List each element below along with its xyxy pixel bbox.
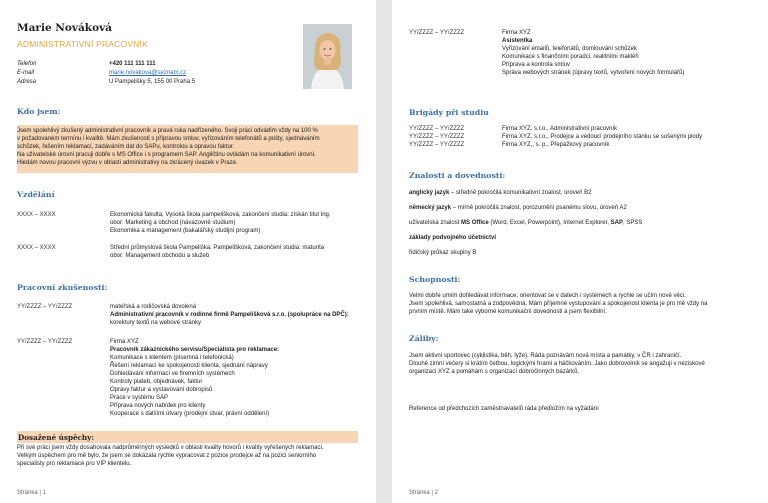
portrait-image bbox=[303, 24, 352, 89]
experience-line: Pracovník zákaznického servisu/Specialista pro reklamace: bbox=[110, 347, 280, 353]
about-line: v požadovaném termínu i kvalitě. Mám zkušenosti s přípravou smluv, vyřizováním telefonátů a pošty, sjednáváním bbox=[17, 136, 320, 142]
education-line: obor: Management obchodu a služeb bbox=[110, 253, 210, 259]
contact-value: +420 111 111 111 bbox=[109, 61, 156, 67]
brigada-text: Firma XYZ, s.r.o., Administrativní pracovník bbox=[502, 126, 618, 132]
achievements-line: Velkým úspěchem pro mě bylo, že jsem se dokázala rychle vypracovat z pozice prodejce až na pozici seniorního bbox=[17, 453, 317, 459]
education-entry bbox=[110, 244, 368, 260]
education-line: Ekonomika a management (bakalářský studijní program) bbox=[110, 228, 261, 234]
experience-line: Firma XYZ bbox=[502, 30, 531, 36]
skill-name: základy podvojného účetnictví bbox=[409, 235, 497, 241]
skill-name: německý jazyk bbox=[409, 205, 452, 211]
experience-line: Příprava nových nabídek pro klienty bbox=[110, 403, 206, 409]
strengths-line: Jsem spolehlivá, samostatná a zodpovědná. Mám příjemné vystupování a spokojenost klienta je pro mě vždy na bbox=[409, 301, 708, 307]
hobbies-line: Jsem aktivní sportovec (cyklistika, běh, lyže). Ráda poznávám nová místa a památky, v ČR i zahraničí. bbox=[409, 353, 682, 359]
strengths-line: prvním místě. Mám také výborné komunikační dovednosti a jsem flexibilní. bbox=[409, 309, 607, 315]
candidate-name: Marie Nováková bbox=[17, 22, 112, 34]
education-line: Střední průmyslová škola Pampeliška, Pampelišková, zakončení studia: maturita bbox=[110, 245, 325, 251]
skill-item bbox=[409, 219, 642, 227]
achievements-line: Při své práci jsem vždy dosahovala nadprůměrných výsledků v oblasti kvality hovorů i kvality vyřešených reklamací. bbox=[17, 445, 324, 451]
experience-line: Správa webových stránek (úpravy textů, vytvoření nových formulářů) bbox=[502, 70, 685, 76]
hobbies-line: organizaci XYZ a pomáhám s organizací dobročinných bazárků. bbox=[409, 369, 580, 375]
experience-entry bbox=[110, 338, 368, 418]
about-line: schůzek, řešením reklamací, zadáváním dat do SAPu, kontrolou a opravou faktur. bbox=[17, 144, 235, 150]
experience-date: YY/ZZZZ – YY/ZZZZ bbox=[17, 304, 73, 310]
experience-line: Asistentka bbox=[502, 38, 533, 44]
experience-line: Dohledávání informací ve firemních systémech bbox=[110, 371, 235, 377]
skill-name: MS Office bbox=[461, 220, 489, 226]
skill-name: SAP bbox=[610, 220, 623, 226]
skill-desc: řidičský průkaz skupiny B bbox=[409, 250, 477, 256]
experience-line: Administrativní pracovník v rodinné firmě Pampelišková s.r.o. (spolupráce na DPČ): bbox=[110, 312, 349, 318]
achievements-line: specialisty pro reklamace pro VIP klientelu. bbox=[17, 461, 132, 467]
section-heading-brigady: Brigády při studiu bbox=[409, 108, 489, 117]
education-date: XXXX – XXXX bbox=[17, 212, 56, 218]
contact-label: Telefon bbox=[17, 61, 37, 67]
skill-desc: (Word, Excel, Powerpoint), Internet Explorer, bbox=[488, 220, 611, 226]
section-heading-about: Kdo jsem: bbox=[17, 107, 61, 116]
education-date: XXXX – XXXX bbox=[17, 245, 56, 251]
section-heading-hobbies: Záliby: bbox=[409, 334, 439, 343]
about-line: Hledám novou pracovní výzvu v oblasti administrativy na zkrácený úvazek v Praze. bbox=[17, 160, 238, 166]
hobbies-text bbox=[409, 352, 754, 376]
brigada-date: YY/ZZZZ – YY/ZZZZ bbox=[409, 126, 465, 132]
education-line: obor: Marketing a obchod (návazovné studium) bbox=[110, 220, 236, 226]
achievements-text bbox=[17, 444, 362, 468]
about-line: Jsem spolehlivý zkušený administrativní pracovník a pravá ruka nadřízeného. Svoji práci odvádím vždy na 100 % bbox=[17, 128, 318, 134]
email-link[interactable]: marie.novakova@seznam.cz bbox=[109, 70, 187, 76]
experience-line: Opravy faktur a vystavování dobropisů bbox=[110, 387, 213, 393]
experience-line: Firma XYZ bbox=[110, 339, 139, 345]
section-heading-skills: Znalosti a dovednosti: bbox=[409, 171, 506, 180]
contact-value: U Pampelišky 5, 155 00 Praha 5 bbox=[109, 79, 196, 85]
brigada-date: YY/ZZZZ – YY/ZZZZ bbox=[409, 134, 465, 140]
cv-page-1 bbox=[0, 0, 376, 503]
experience-line: Kontroly plateb, objednávek, faktur bbox=[110, 379, 203, 385]
education-line: Ekonomická fakulta, Vysoká škola pampelišková, zakončení studia: získán titul Ing. bbox=[110, 212, 331, 218]
experience-line: Příprava a kontrola smluv bbox=[502, 62, 571, 68]
experience-date: YY/ZZZZ – YY/ZZZZ bbox=[409, 30, 465, 36]
experience-line: korektury textů na webové stránky bbox=[110, 320, 202, 326]
skill-desc: – mírně pokročilá znalost, porozumění psanému slovu, úroveň A2 bbox=[451, 205, 627, 211]
brigada-text: Firma XYZ, s.r.o., Prodejce a vedoucí prodejního stánku se sušenými plody bbox=[502, 134, 703, 140]
section-heading-strengths: Schopnosti: bbox=[409, 275, 461, 284]
experience-line: Komunikace s finančními poradci, realitními makléři bbox=[502, 54, 639, 60]
skill-prefix: uživatelská znalost bbox=[409, 220, 462, 226]
section-heading-achievements: Dosažené úspěchy: bbox=[18, 433, 94, 442]
section-heading-experience: Pracovní zkušenosti: bbox=[17, 283, 108, 292]
experience-line: Vyřizování emailů, telefonátů, domlouvání schůzek bbox=[502, 46, 637, 52]
brigada-date: YY/ZZZZ – YY/ZZZZ bbox=[409, 142, 465, 148]
experience-line: mateřská a rodičovská dovolená bbox=[110, 304, 197, 310]
skill-name: anglický jazyk bbox=[409, 190, 450, 196]
skill-item bbox=[409, 249, 476, 257]
education-entry bbox=[110, 211, 368, 235]
experience-date: YY/ZZZZ – YY/ZZZZ bbox=[17, 339, 73, 345]
contact-email bbox=[17, 70, 317, 78]
skill-item bbox=[409, 189, 591, 197]
references-note: Reference od předchozích zaměstnavatelů ráda předložím na vyžádání bbox=[409, 406, 599, 412]
contact-phone bbox=[17, 61, 317, 69]
skill-desc: , SPSS bbox=[623, 220, 643, 226]
strengths-text bbox=[409, 292, 754, 316]
section-heading-education: Vzdělání bbox=[17, 190, 55, 199]
skill-item bbox=[409, 234, 496, 242]
contact-label: Adresa bbox=[17, 79, 37, 85]
skill-desc: – středně pokročilá komunikativní znalost, úroveň B2 bbox=[449, 190, 592, 196]
experience-line: Komunikace s klientem (písemná i telefonická) bbox=[110, 355, 234, 361]
experience-entry bbox=[502, 29, 760, 77]
profile-photo bbox=[303, 24, 352, 89]
experience-line: Řešení reklamací ke spokojenosti klienta, sjednání nápravy bbox=[110, 363, 268, 369]
experience-line: Práce v systému SAP bbox=[110, 395, 169, 401]
strengths-line: Velmi dobře umím dohledávat informace, orientovat se v datech i systémech a rychle se učím nové věci. bbox=[409, 293, 686, 299]
contact-address bbox=[17, 79, 317, 87]
contact-label: E-mail bbox=[17, 70, 35, 76]
skill-item bbox=[409, 204, 627, 212]
hobbies-line: Dlouhé zimní večery si krátím četbou, logickými hrami a háčkováním. Jako dobrovolník se angažuji v neziskové bbox=[409, 361, 705, 367]
experience-entry bbox=[110, 303, 368, 327]
about-text bbox=[17, 127, 362, 167]
about-line: Na uživatelské úrovni pracuji dobře s MS Office i s programem SAP. Angličtinu ovládám na komunikativní úrovni. bbox=[17, 152, 316, 158]
candidate-role: ADMINISTRATIVNÍ PRACOVNÍK bbox=[17, 39, 148, 49]
experience-line: Kooperace s dalšími útvary (prodejní útvar, právní oddělení) bbox=[110, 411, 270, 417]
page-footer: Stránka | 2 bbox=[409, 490, 438, 496]
cv-page-2 bbox=[392, 0, 768, 503]
brigada-text: Firma XYZ,, s. p., Přepážkový pracovník bbox=[502, 142, 610, 148]
page-footer: Stránka | 1 bbox=[17, 490, 46, 496]
